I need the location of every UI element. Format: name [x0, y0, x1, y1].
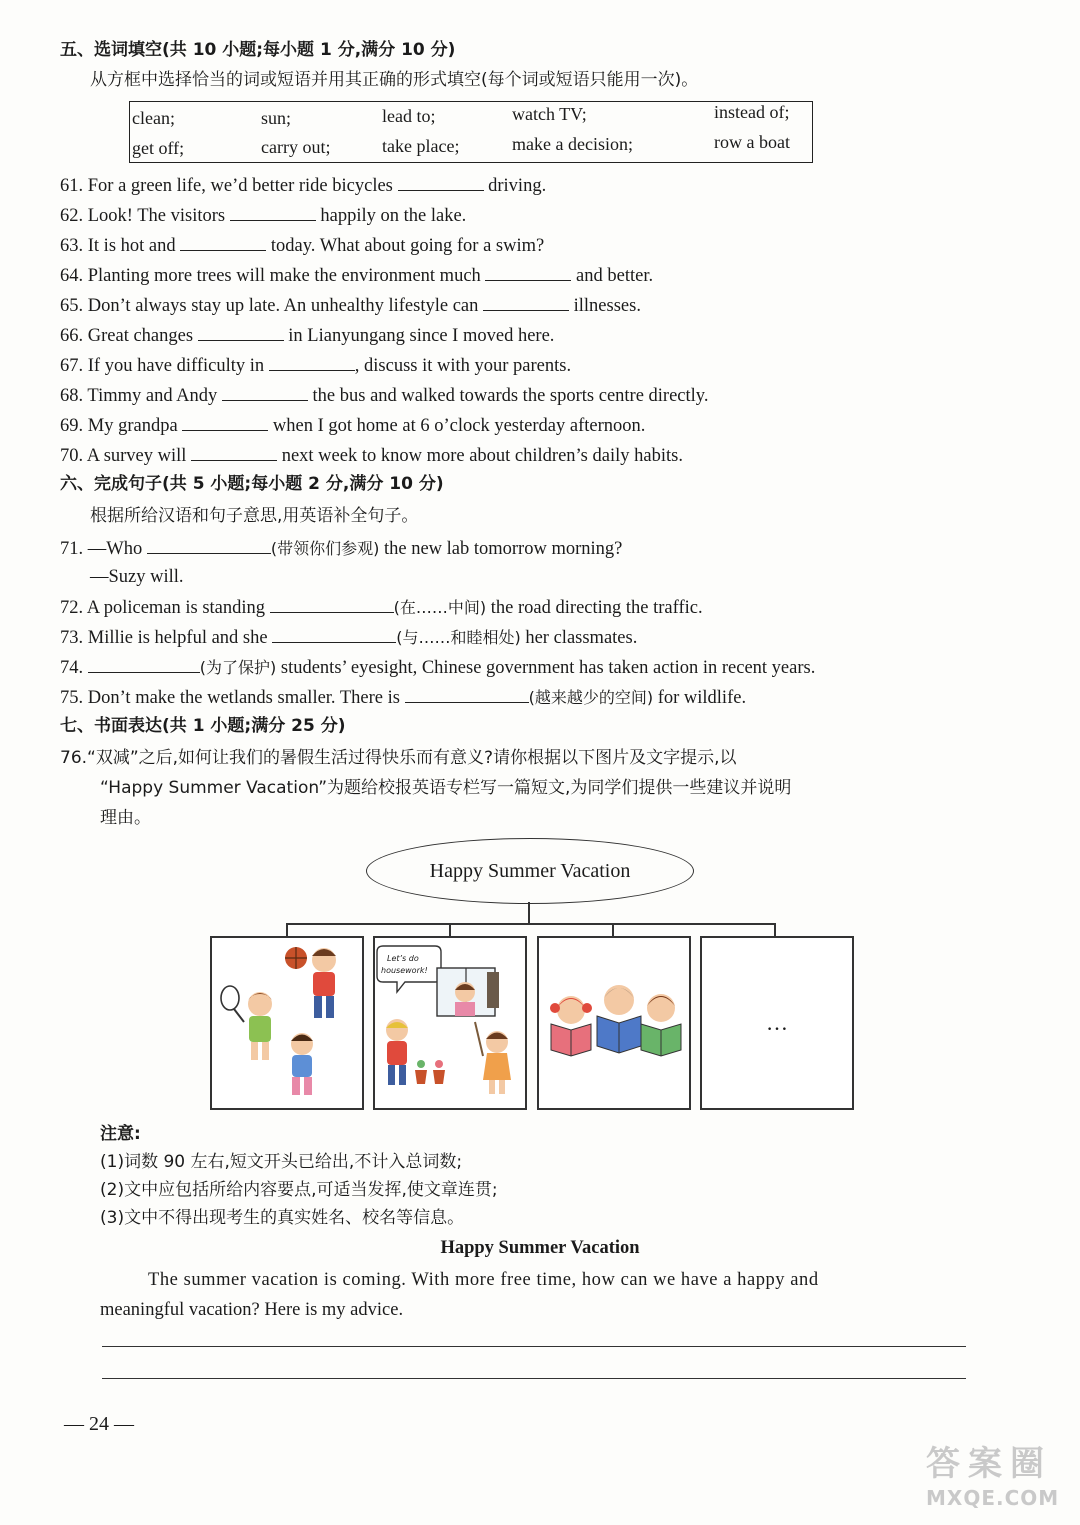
answer-blank[interactable] [483, 292, 569, 311]
question-text: in Lianyungang since I moved here. [288, 326, 555, 346]
question-text: A survey will [86, 446, 187, 466]
question-text: Timmy and Andy [87, 386, 218, 406]
answer-blank[interactable] [191, 442, 277, 461]
question-72 [60, 594, 703, 620]
tree-connector [774, 923, 776, 937]
reading-kid-3 [641, 994, 681, 1056]
question-text: the new lab tomorrow morning? [383, 539, 623, 559]
answer-blank[interactable] [398, 172, 484, 191]
ellipsis-text: … [766, 1010, 788, 1035]
tree-connector [449, 923, 451, 937]
question-text: illnesses. [573, 296, 641, 316]
chinese-hint: (带领你们参观) [270, 539, 380, 558]
answer-blank[interactable] [269, 352, 355, 371]
question-text: students’ eyesight, Chinese government has taken action in recent years. [280, 658, 816, 678]
word-item: make a decision; [512, 134, 633, 154]
answer-blank[interactable] [180, 232, 266, 251]
tree-connector [286, 923, 774, 925]
writing-line[interactable] [102, 1346, 966, 1347]
reading-kid-2 [597, 985, 641, 1053]
answer-blank[interactable] [222, 382, 308, 401]
word-item: carry out; [261, 137, 331, 157]
note-item: (2)文中应包括所给内容要点,可适当发挥,使文章连贯; [100, 1180, 498, 1200]
question-number: 62. [60, 206, 84, 226]
answer-blank[interactable] [147, 535, 271, 554]
question-text: Millie is helpful and she [87, 628, 268, 648]
picture-more [700, 936, 854, 1110]
answer-blank[interactable] [485, 262, 571, 281]
watermark-logo [904, 1436, 1074, 1521]
question-number: 74. [60, 658, 84, 678]
bubble-text: housework! [381, 966, 428, 975]
question-66 [60, 322, 554, 348]
notes-title: 注意: [100, 1124, 141, 1144]
writing-prompt-line3: 理由。 [100, 808, 151, 828]
question-number: 69. [60, 416, 84, 436]
chinese-hint: (在……中间) [393, 598, 487, 617]
flower-pot-icon [415, 1070, 427, 1084]
tree-connector [528, 902, 530, 924]
question-67 [60, 352, 571, 378]
word-item: clean; [132, 108, 175, 128]
question-text: A policeman is standing [86, 598, 266, 618]
essay-line: The summer vacation is coming. With more free time, how can we have a happy and [148, 1270, 819, 1290]
diagram-title-ellipse [366, 838, 694, 904]
question-number: 68. [60, 386, 84, 406]
writing-prompt-line1: 76.“双减”之后,如何让我们的暑假生活过得快乐而有意义?请你根据以下图片及文字提示,以 [60, 748, 737, 768]
question-number: 65. [60, 296, 84, 316]
question-number: 63. [60, 236, 84, 256]
question-number: 66. [60, 326, 84, 346]
answer-blank[interactable] [272, 624, 396, 643]
picture-sports [210, 936, 364, 1110]
tennis-racket-icon [221, 986, 239, 1010]
essay-title: Happy Summer Vacation [440, 1238, 640, 1258]
chinese-hint: (越来越少的空间) [528, 688, 654, 707]
answer-blank[interactable] [182, 412, 268, 431]
question-number: 73. [60, 628, 84, 648]
question-text: , discuss it with your parents. [354, 356, 572, 376]
word-item: sun; [261, 108, 292, 128]
question-text: Planting more trees will make the environment much [87, 266, 481, 286]
section5-header: 五、选词填空(共 10 小题;每小题 1 分,满分 10 分) [60, 40, 456, 60]
question-65 [60, 292, 641, 318]
question-number: 67. [60, 356, 84, 376]
writing-line[interactable] [102, 1378, 966, 1379]
question-number: 64. [60, 266, 84, 286]
question-text: her classmates. [525, 628, 638, 648]
bubble-text: Let’s do [387, 954, 419, 963]
reading-kid-1 [550, 996, 592, 1056]
section6-header: 六、完成句子(共 5 小题;每小题 2 分,满分 10 分) [60, 474, 444, 494]
question-text: Don’t make the wetlands smaller. There is [87, 688, 400, 708]
question-text: Don’t always stay up late. An unhealthy lifestyle can [87, 296, 479, 316]
question-70 [60, 442, 683, 468]
question-text: My grandpa [87, 416, 178, 436]
question-71 [60, 535, 622, 561]
question-text: Great changes [87, 326, 194, 346]
question-64 [60, 262, 653, 288]
tree-connector [612, 923, 614, 937]
picture-housework [373, 936, 527, 1110]
question-text: when I got home at 6 o’clock yesterday afternoon. [272, 416, 646, 436]
word-box [129, 101, 813, 163]
diagram-title: Happy Summer Vacation [429, 859, 631, 882]
question-75 [60, 684, 746, 710]
answer-blank[interactable] [405, 684, 529, 703]
answer-blank[interactable] [88, 654, 200, 673]
question-text: Look! The visitors [87, 206, 226, 226]
question-text: —Who [87, 539, 143, 559]
word-item: instead of; [714, 102, 790, 122]
word-item: watch TV; [512, 104, 587, 124]
question-74 [60, 654, 815, 680]
chinese-hint: (与……和睦相处) [396, 628, 521, 647]
chinese-hint: (为了保护) [199, 658, 277, 677]
question-number: 75. [60, 688, 84, 708]
page-number: — 24 — [64, 1413, 134, 1435]
question-text: driving. [488, 176, 547, 196]
word-item: lead to; [382, 106, 436, 126]
question-73 [60, 624, 637, 650]
question-61 [60, 172, 546, 198]
section5-instruction: 从方框中选择恰当的词或短语并用其正确的形式填空(每个词或短语只能用一次)。 [90, 70, 699, 90]
question-69 [60, 412, 645, 438]
question-text: happily on the lake. [320, 206, 467, 226]
watermark-char: 答 [926, 1444, 960, 1484]
question-number: 61. [60, 176, 84, 196]
question-number: 71. [60, 539, 84, 559]
word-item: row a boat [714, 132, 790, 152]
question-number: 70. [60, 446, 84, 466]
watermark-char: 圈 [1010, 1444, 1044, 1484]
question-text: next week to know more about children’s daily habits. [281, 446, 683, 466]
question-text: and better. [576, 266, 654, 286]
answer-blank[interactable] [230, 202, 316, 221]
question-text: the road directing the traffic. [490, 598, 703, 618]
question-number: 72. [60, 598, 84, 618]
question-text: If you have difficulty in [87, 356, 265, 376]
question-text: For a green life, we’d better ride bicycles [87, 176, 393, 196]
watermark-url: MXQE.COM [926, 1486, 1060, 1510]
question-71-reply: —Suzy will. [90, 567, 184, 587]
question-text: It is hot and [87, 236, 176, 256]
writing-prompt-line2: “Happy Summer Vacation”为题给校报英语专栏写一篇短文,为同学们提供一些建议并说明 [100, 778, 792, 798]
tree-connector [286, 923, 288, 937]
section6-instruction: 根据所给汉语和句子意思,用英语补全句子。 [90, 506, 419, 526]
question-63 [60, 232, 544, 258]
note-item: (3)文中不得出现考生的真实姓名、校名等信息。 [100, 1208, 465, 1228]
watermark-char: 案 [968, 1444, 1002, 1484]
note-item: (1)词数 90 左右,短文开头已给出,不计入总词数; [100, 1152, 463, 1172]
question-text: today. What about going for a swim? [270, 236, 545, 256]
picture-reading [537, 936, 691, 1110]
question-text: the bus and walked towards the sports centre directly. [312, 386, 709, 406]
word-item: get off; [132, 138, 185, 158]
section7-header: 七、书面表达(共 1 小题;满分 25 分) [60, 716, 346, 736]
essay-line: meaningful vacation? Here is my advice. [100, 1300, 404, 1320]
question-62 [60, 202, 466, 228]
question-68 [60, 382, 708, 408]
answer-blank[interactable] [198, 322, 284, 341]
word-item: take place; [382, 136, 460, 156]
question-text: for wildlife. [657, 688, 747, 708]
answer-blank[interactable] [270, 594, 394, 613]
